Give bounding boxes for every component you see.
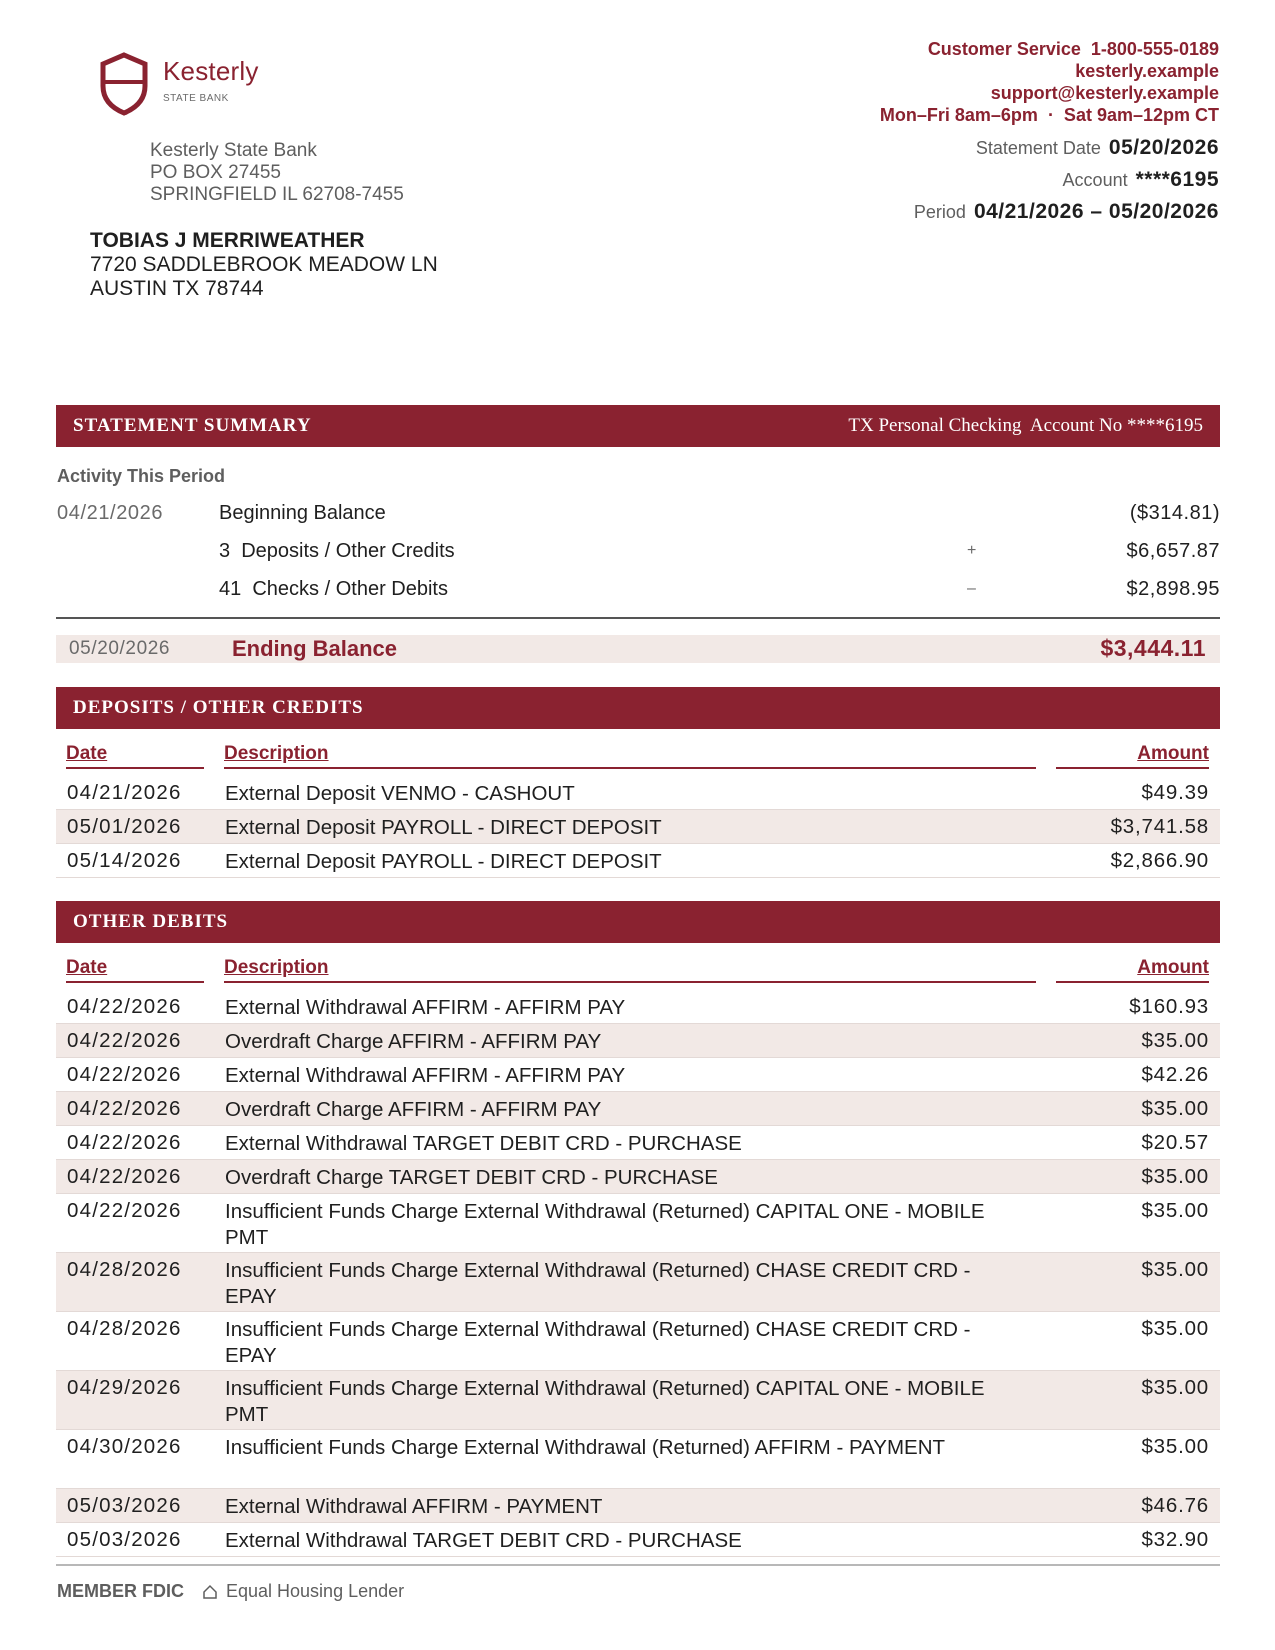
- statement-date-row: [914, 132, 1219, 164]
- transaction-amount: $46.76: [1141, 1494, 1209, 1517]
- transaction-amount: $35.00: [1141, 1258, 1209, 1281]
- beginning-date: 04/21/2026: [57, 502, 164, 524]
- transaction-description: External Withdrawal TARGET DEBIT CRD - PURCHASE: [225, 1529, 742, 1552]
- table-row: [56, 1253, 1220, 1312]
- column-description: Description: [224, 743, 1036, 769]
- transaction-description: External Withdrawal AFFIRM - PAYMENT: [225, 1495, 603, 1518]
- statement-date-value: 05/20/2026: [1108, 136, 1219, 159]
- brand-subtitle: STATE BANK: [163, 93, 229, 104]
- deposits-table-header: [56, 743, 1220, 769]
- transaction-amount: $160.93: [1129, 995, 1209, 1018]
- table-row: [56, 844, 1220, 878]
- column-description: Description: [224, 957, 1036, 983]
- transaction-amount: $42.26: [1141, 1063, 1209, 1086]
- deposits-summary-row: [56, 540, 1220, 570]
- transaction-description: Overdraft Charge TARGET DEBIT CRD - PURCHASE: [225, 1166, 718, 1189]
- transaction-date: 04/21/2026: [67, 781, 182, 804]
- table-row: [56, 1523, 1220, 1557]
- house-icon: [202, 1584, 218, 1600]
- bank-address-line: Kesterly State Bank: [150, 140, 317, 161]
- debits-summary-amount: $2,898.95: [1126, 578, 1220, 600]
- transaction-amount: $32.90: [1141, 1528, 1209, 1551]
- transaction-description: Insufficient Funds Charge External Withdrawal (Returned) CAPITAL ONE - MOBILE PMT: [225, 1200, 985, 1249]
- footer-divider: [56, 1564, 1220, 1566]
- bank-address-line: SPRINGFIELD IL 62708-7455: [150, 184, 404, 205]
- customer-address: [90, 229, 438, 301]
- summary-divider: [56, 617, 1220, 619]
- column-amount: Amount: [1056, 957, 1209, 983]
- deposits-title: DEPOSITS / OTHER CREDITS: [73, 697, 364, 718]
- transaction-amount: $49.39: [1141, 781, 1209, 804]
- debits-table-header: [56, 957, 1220, 983]
- transaction-amount: $35.00: [1141, 1029, 1209, 1052]
- table-row: [56, 810, 1220, 844]
- member-fdic: MEMBER FDIC: [57, 1581, 184, 1601]
- transaction-date: 04/22/2026: [67, 1131, 182, 1154]
- ending-date: 05/20/2026: [69, 638, 171, 659]
- transaction-amount: $35.00: [1141, 1165, 1209, 1188]
- transaction-date: 04/28/2026: [67, 1317, 182, 1340]
- website-link[interactable]: kesterly.example: [1075, 61, 1219, 81]
- transaction-date: 04/22/2026: [67, 1063, 182, 1086]
- transaction-description: External Withdrawal AFFIRM - AFFIRM PAY: [225, 1064, 626, 1087]
- customer-name: TOBIAS J MERRIWEATHER: [90, 229, 365, 252]
- equal-housing-label: Equal Housing Lender: [226, 1581, 405, 1601]
- ending-amount: $3,444.11: [1100, 635, 1206, 661]
- deposits-summary-label: 3 Deposits / Other Credits: [219, 540, 455, 562]
- transaction-description: External Deposit VENMO - CASHOUT: [225, 782, 575, 805]
- account-label: Account: [1062, 170, 1128, 190]
- customer-service-phone: Customer Service 1-800-555-0189: [927, 39, 1219, 59]
- deposits-header: [56, 687, 1220, 729]
- transaction-amount: $35.00: [1141, 1097, 1209, 1120]
- summary-title: STATEMENT SUMMARY: [73, 415, 312, 436]
- transaction-date: 05/01/2026: [67, 815, 182, 838]
- column-date: Date: [66, 743, 204, 769]
- summary-header: [56, 405, 1220, 447]
- service-hours: Mon–Fri 8am–6pm · Sat 9am–12pm CT: [879, 105, 1219, 125]
- table-row: [56, 1194, 1220, 1253]
- plus-sign: +: [967, 542, 977, 559]
- table-row: [56, 1126, 1220, 1160]
- shield-icon: [99, 52, 149, 116]
- table-row: [56, 1312, 1220, 1371]
- customer-city: AUSTIN TX 78744: [90, 277, 264, 300]
- table-row: [56, 1058, 1220, 1092]
- period-label: Period: [913, 202, 966, 222]
- contact-info: [880, 38, 1219, 126]
- minus-sign: –: [967, 580, 976, 597]
- bank-address-line: PO BOX 27455: [150, 162, 281, 183]
- ending-balance-row: [56, 635, 1220, 663]
- transaction-description: Insufficient Funds Charge External Withdrawal (Returned) CAPITAL ONE - MOBILE PMT: [225, 1377, 985, 1426]
- column-date: Date: [66, 957, 204, 983]
- transaction-date: 04/28/2026: [67, 1258, 182, 1281]
- transaction-amount: $35.00: [1141, 1317, 1209, 1340]
- transaction-date: 04/22/2026: [67, 995, 182, 1018]
- activity-label: Activity This Period: [57, 466, 226, 486]
- equal-housing: [202, 1581, 404, 1602]
- table-row: [56, 990, 1220, 1024]
- footer: [57, 1581, 404, 1602]
- period-value: 04/21/2026 – 05/20/2026: [973, 200, 1219, 223]
- transaction-date: 04/22/2026: [67, 1165, 182, 1188]
- transaction-date: 04/29/2026: [67, 1376, 182, 1399]
- deposits-summary-amount: $6,657.87: [1126, 540, 1220, 562]
- table-row: [56, 1024, 1220, 1058]
- support-email-link[interactable]: support@kesterly.example: [990, 83, 1219, 103]
- transaction-description: Overdraft Charge AFFIRM - AFFIRM PAY: [225, 1098, 602, 1121]
- transaction-date: 04/22/2026: [67, 1199, 182, 1222]
- transaction-date: 05/03/2026: [67, 1494, 182, 1517]
- table-row: [56, 1489, 1220, 1523]
- transaction-date: 05/03/2026: [67, 1528, 182, 1551]
- summary-account-info: TX Personal Checking Account No ****6195: [848, 415, 1203, 436]
- column-amount: Amount: [1056, 743, 1209, 769]
- debits-summary-label: 41 Checks / Other Debits: [219, 578, 448, 600]
- table-row: [56, 1092, 1220, 1126]
- statement-meta: [914, 132, 1219, 228]
- transaction-amount: $35.00: [1141, 1376, 1209, 1399]
- transaction-date: 04/30/2026: [67, 1435, 182, 1458]
- table-row: [56, 1430, 1220, 1489]
- statement-date-label: Statement Date: [975, 138, 1101, 158]
- brand-name: Kesterly: [163, 56, 259, 86]
- transaction-description: External Deposit PAYROLL - DIRECT DEPOSIT: [225, 816, 662, 839]
- table-row: [56, 776, 1220, 810]
- transaction-amount: $35.00: [1141, 1435, 1209, 1458]
- debits-header: [56, 901, 1220, 943]
- transaction-description: Insufficient Funds Charge External Withdrawal (Returned) CHASE CREDIT CRD - EPAY: [225, 1318, 971, 1367]
- bank-address: [150, 140, 404, 206]
- transaction-amount: $2,866.90: [1110, 849, 1209, 872]
- table-row: [56, 1160, 1220, 1194]
- transaction-amount: $35.00: [1141, 1199, 1209, 1222]
- beginning-amount: ($314.81): [1129, 502, 1220, 524]
- transaction-amount: $3,741.58: [1110, 815, 1209, 838]
- debits-summary-row: [56, 578, 1220, 608]
- ending-label: Ending Balance: [232, 636, 398, 661]
- transaction-description: External Deposit PAYROLL - DIRECT DEPOSIT: [225, 850, 662, 873]
- transaction-date: 04/22/2026: [67, 1029, 182, 1052]
- beginning-label: Beginning Balance: [219, 502, 386, 524]
- account-value: ****6195: [1135, 168, 1219, 191]
- transaction-description: External Withdrawal TARGET DEBIT CRD - PURCHASE: [225, 1132, 742, 1155]
- transaction-date: 05/14/2026: [67, 849, 182, 872]
- table-row: [56, 1371, 1220, 1430]
- transaction-description: External Withdrawal AFFIRM - AFFIRM PAY: [225, 996, 626, 1019]
- beginning-balance-row: [56, 502, 1220, 532]
- transaction-date: 04/22/2026: [67, 1097, 182, 1120]
- transaction-description: Overdraft Charge AFFIRM - AFFIRM PAY: [225, 1030, 602, 1053]
- transaction-description: Insufficient Funds Charge External Withdrawal (Returned) CHASE CREDIT CRD - EPAY: [225, 1259, 971, 1308]
- debits-title: OTHER DEBITS: [73, 911, 229, 932]
- transaction-amount: $20.57: [1141, 1131, 1209, 1154]
- period-row: [914, 196, 1219, 228]
- transaction-description: Insufficient Funds Charge External Withdrawal (Returned) AFFIRM - PAYMENT: [225, 1436, 946, 1459]
- account-row: [914, 164, 1219, 196]
- customer-street: 7720 SADDLEBROOK MEADOW LN: [90, 253, 438, 276]
- bank-logo: [99, 52, 259, 116]
